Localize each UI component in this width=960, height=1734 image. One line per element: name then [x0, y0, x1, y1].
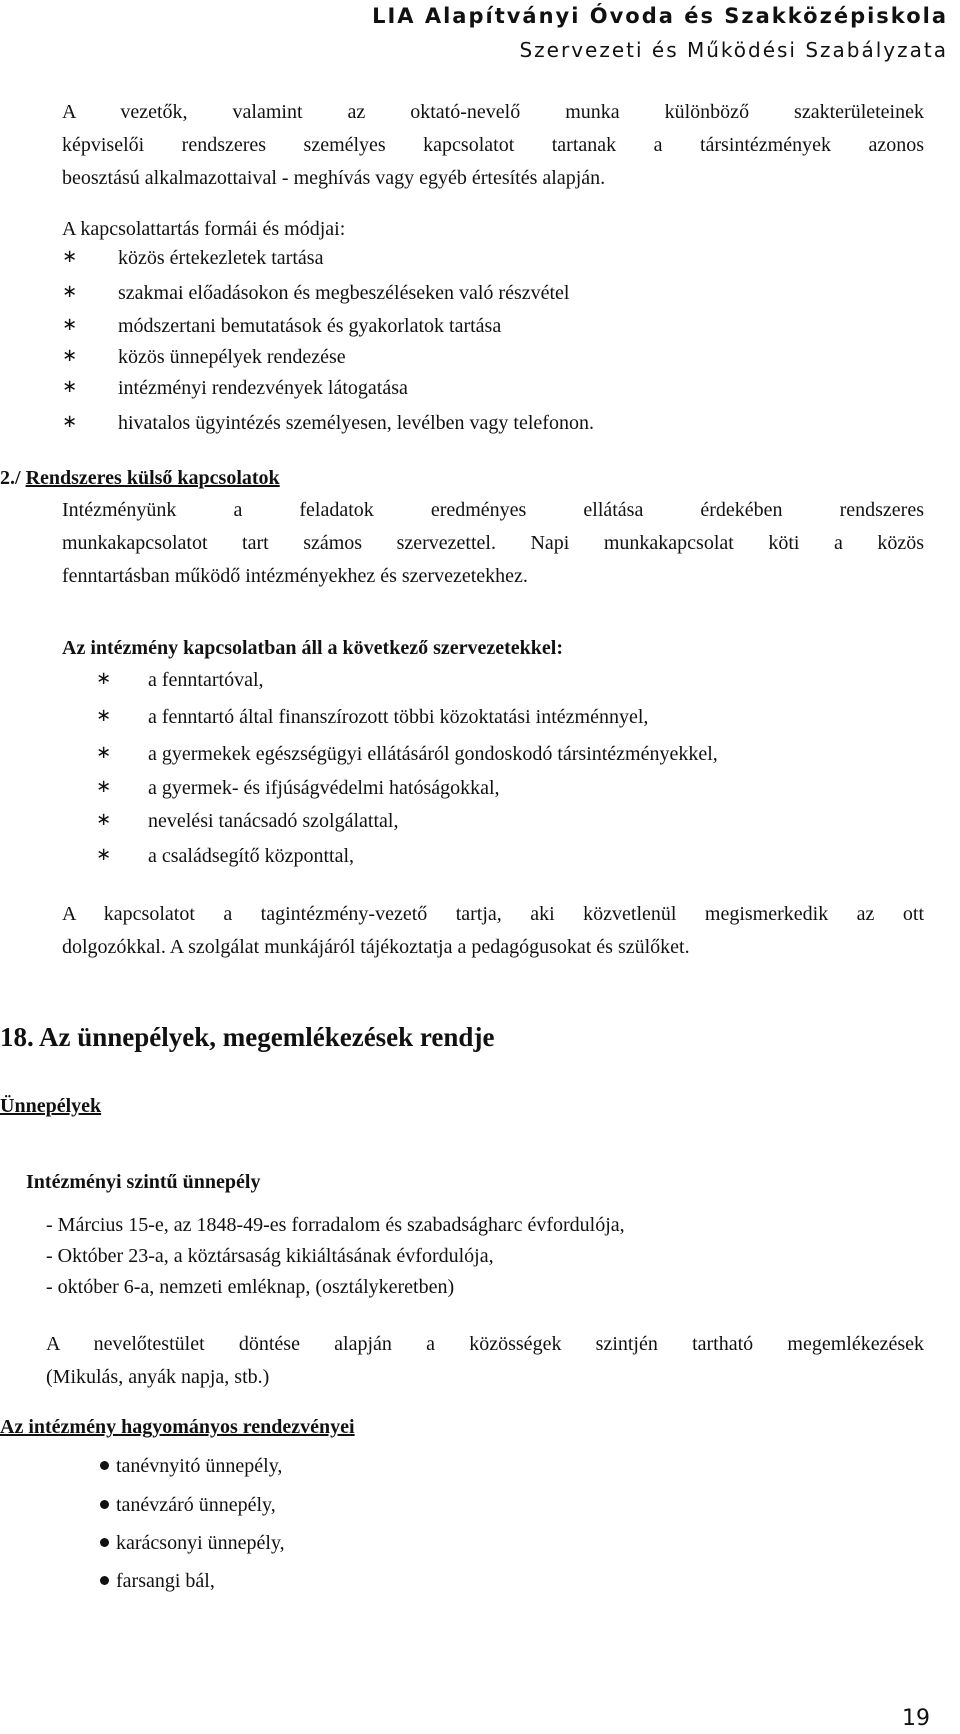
bullet-icon [100, 1576, 109, 1585]
asterisk-icon: ∗ [62, 345, 78, 366]
external-line: fenntartásban működő intézményekhez és szervezetekhez. [62, 565, 528, 587]
page-number: 19 [902, 1706, 930, 1731]
bullet-icon [100, 1461, 109, 1470]
forms-item: szakmai előadásokon és megbeszéléseken való részvétel [118, 282, 570, 304]
external-number: 2./ [0, 467, 21, 489]
intro-paragraph [62, 96, 924, 195]
forms-item: módszertani bemutatások és gyakorlatok tartása [118, 315, 502, 337]
institutional-item: - Október 23-a, a köztársaság kikiáltásának évfordulója, [46, 1245, 494, 1267]
partners-item: a gyermekek egészségügyi ellátásáról gondoskodó társintézményekkel, [148, 743, 718, 765]
partners-item: a családsegítő központtal, [148, 845, 355, 867]
decision-paragraph [46, 1328, 924, 1394]
decision-line: (Mikulás, anyák napja, stb.) [46, 1366, 270, 1388]
traditions-heading: Az intézmény hagyományos rendezvényei [0, 1416, 355, 1438]
partners-item: nevelési tanácsadó szolgálattal, [148, 810, 399, 832]
partners-heading: Az intézmény kapcsolatban áll a következő szervezetekkel: [62, 637, 564, 659]
asterisk-icon: ∗ [96, 776, 112, 797]
asterisk-icon: ∗ [96, 809, 112, 830]
intro-line: A vezetők, valamint az oktató-nevelő munka különböző szakterületeinek [62, 101, 924, 123]
section-18-subtitle: Ünnepélyek [0, 1095, 102, 1117]
tradition-label: tanévnyitó ünnepély, [116, 1455, 283, 1477]
contact-line: A kapcsolatot a tagintézmény-vezető tartja, aki közvetlenül megismerkedik az ott [62, 903, 924, 925]
asterisk-icon: ∗ [62, 281, 78, 302]
external-title: Rendszeres külső kapcsolatok [25, 467, 280, 489]
forms-item: közös ünnepélyek rendezése [118, 346, 346, 368]
tradition-item [100, 1529, 285, 1557]
asterisk-icon: ∗ [96, 844, 112, 865]
forms-item: hivatalos ügyintézés személyesen, levélben vagy telefonon. [118, 412, 594, 434]
asterisk-icon: ∗ [62, 314, 78, 335]
contact-paragraph [62, 898, 924, 964]
forms-item: közös értekezletek tartása [118, 247, 324, 269]
external-line: Intézményünk a feladatok eredményes ellátása érdekében rendszeres [62, 499, 924, 521]
external-paragraph [62, 494, 924, 593]
asterisk-icon: ∗ [62, 246, 78, 267]
bullet-icon [100, 1538, 109, 1547]
forms-item: intézményi rendezvények látogatása [118, 377, 408, 399]
tradition-item [100, 1567, 215, 1595]
bullet-icon [100, 1500, 109, 1509]
section-18-title: 18. Az ünnepélyek, megemlékezések rendje [0, 1022, 495, 1052]
tradition-label: tanévzáró ünnepély, [116, 1494, 276, 1516]
external-heading [0, 464, 280, 492]
institutional-item: - Március 15-e, az 1848-49-es forradalom és szabadságharc évfordulója, [46, 1214, 625, 1236]
tradition-label: karácsonyi ünnepély, [116, 1532, 285, 1554]
institutional-item: - október 6-a, nemzeti emléknap, (osztálykeretben) [46, 1276, 455, 1298]
contact-line: dolgozókkal. A szolgálat munkájáról tájékoztatja a pedagógusokat és szülőket. [62, 936, 690, 958]
tradition-item [100, 1491, 276, 1519]
forms-heading: A kapcsolattartás formái és módjai: [62, 218, 346, 240]
asterisk-icon: ∗ [62, 376, 78, 397]
external-line: munkakapcsolatot tart számos szervezettel. Napi munkakapcsolat köti a közös [62, 532, 924, 554]
document-header-subtitle: Szervezeti és Működési Szabályzata [519, 38, 948, 62]
asterisk-icon: ∗ [96, 668, 112, 689]
partners-item: a fenntartó által finanszírozott többi közoktatási intézménnyel, [148, 706, 649, 728]
asterisk-icon: ∗ [62, 411, 78, 432]
tradition-item [100, 1452, 282, 1480]
asterisk-icon: ∗ [96, 742, 112, 763]
decision-line: A nevelőtestület döntése alapján a közösségek szintjén tartható megemlékezések [46, 1333, 924, 1355]
partners-item: a fenntartóval, [148, 669, 264, 691]
intro-line: képviselői rendszeres személyes kapcsolatot tartanak a társintézmények azonos [62, 134, 924, 156]
institutional-heading: Intézményi szintű ünnepély [26, 1171, 261, 1193]
intro-line: beosztású alkalmazottaival - meghívás vagy egyéb értesítés alapján. [62, 167, 606, 189]
partners-item: a gyermek- és ifjúságvédelmi hatóságokkal, [148, 777, 500, 799]
asterisk-icon: ∗ [96, 705, 112, 726]
tradition-label: farsangi bál, [116, 1570, 215, 1592]
document-header-title: LIA Alapítványi Óvoda és Szakközépiskola [372, 4, 948, 28]
